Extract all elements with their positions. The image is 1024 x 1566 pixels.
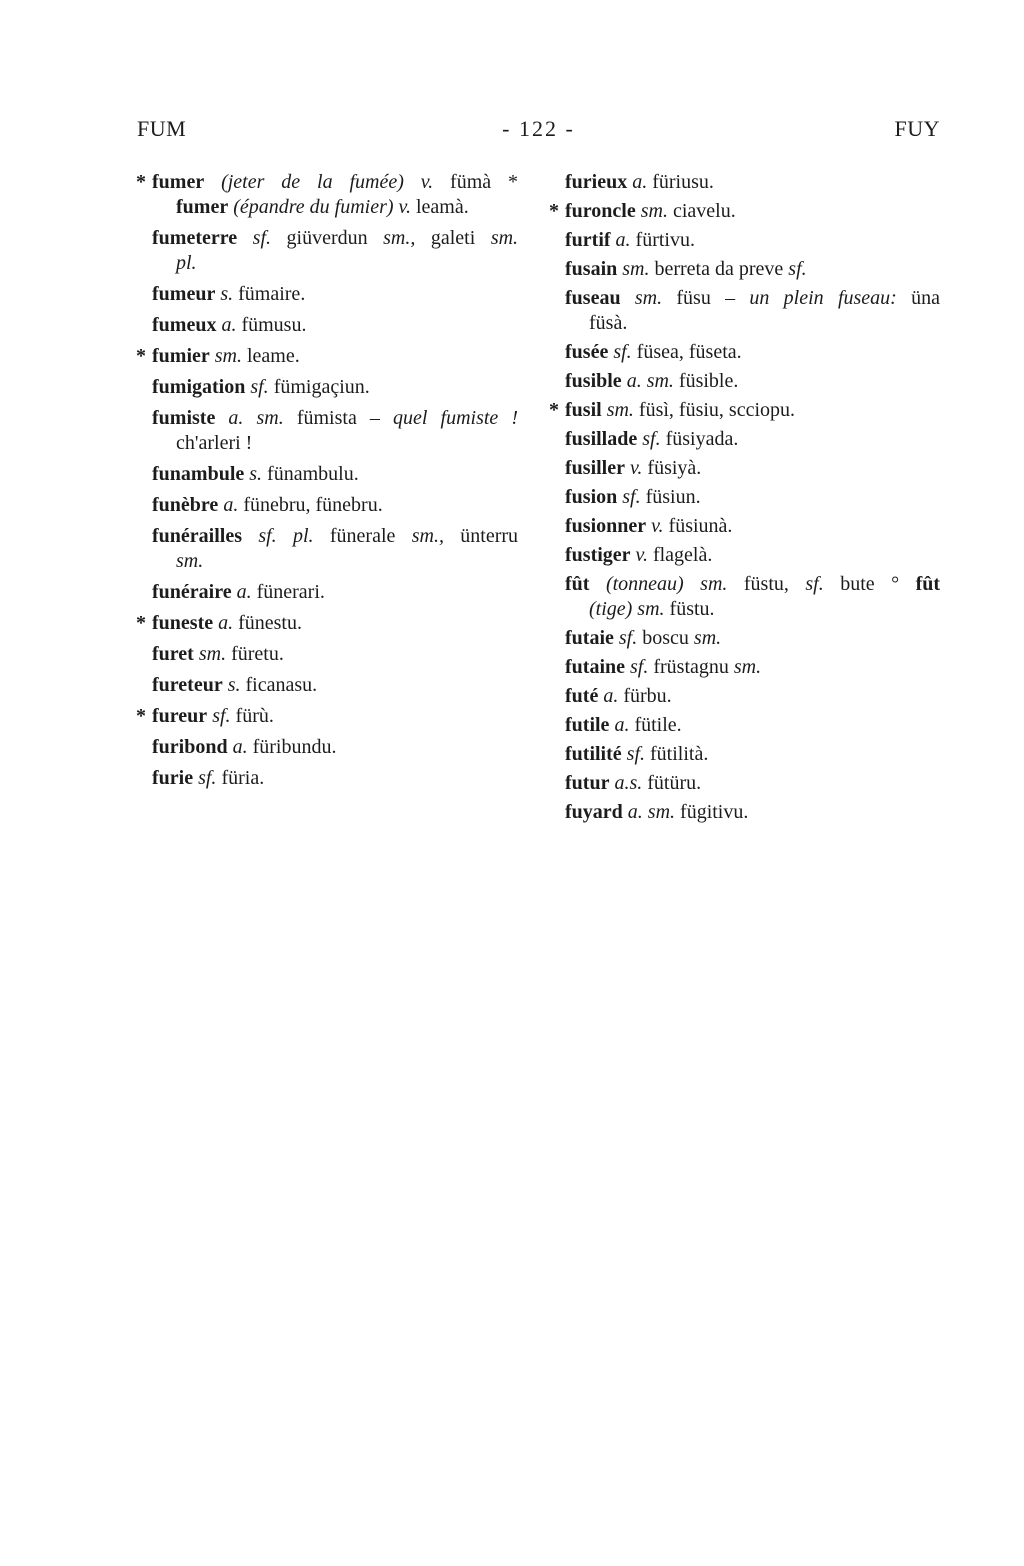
headword: fusionner — [565, 515, 647, 537]
dictionary-entry — [565, 485, 940, 510]
dictionary-entry — [565, 543, 940, 568]
grammar-label: sf. — [618, 627, 638, 649]
dictionary-column-right — [550, 170, 940, 829]
entry-line — [152, 406, 518, 431]
headword: furieux — [565, 171, 628, 193]
translation-text: früstagnu — [653, 656, 729, 678]
entry-line — [152, 431, 518, 456]
entry-line — [152, 735, 518, 760]
dictionary-entry — [152, 406, 518, 456]
dictionary-entry — [152, 524, 518, 574]
asterisk-marker: * — [549, 399, 559, 421]
grammar-label: pl. — [176, 252, 197, 274]
headword: fustiger — [565, 544, 631, 566]
grammar-label: a. — [223, 494, 239, 516]
grammar-label: a. — [221, 314, 237, 336]
page-header — [137, 116, 940, 142]
grammar-label: a. — [632, 171, 648, 193]
header-keyword-right: FUY — [894, 116, 941, 141]
dictionary-entry — [152, 282, 518, 307]
entry-line — [565, 398, 940, 423]
translation-text: fünestu. — [238, 612, 302, 634]
asterisk-marker: * — [136, 705, 146, 727]
headword: fumiste — [152, 407, 216, 429]
translation-text: leame. — [247, 345, 300, 367]
grammar-label: sf. — [198, 767, 217, 789]
grammar-label: a. sm. — [228, 407, 284, 429]
entry-line — [152, 375, 518, 400]
headword: fût — [565, 573, 590, 595]
translation-text: ficanasu. — [245, 674, 318, 696]
dictionary-entry — [152, 226, 518, 276]
grammar-label: (épandre du fumier) — [233, 196, 394, 218]
entry-line — [565, 485, 940, 510]
grammar-label: sf. — [630, 656, 649, 678]
translation-text: leamà. — [415, 196, 469, 218]
dictionary-entry — [565, 228, 940, 253]
grammar-label: sm. — [214, 345, 242, 367]
grammar-label: (jeter de la fumée) — [221, 171, 404, 193]
entry-line — [152, 673, 518, 698]
grammar-label: un plein fuseau: — [749, 287, 897, 309]
headword: fusillade — [565, 428, 638, 450]
headword: fusiller — [565, 457, 625, 479]
translation-text: fütilità. — [650, 743, 709, 765]
headword: fumier — [152, 345, 210, 367]
translation-text: fürù. — [235, 705, 274, 727]
translation-text: füsà. — [589, 312, 628, 334]
grammar-label: s. — [227, 674, 241, 696]
dictionary-entry — [565, 626, 940, 651]
dictionary-entry — [136, 704, 518, 729]
entry-line — [565, 199, 940, 224]
grammar-label: sm. — [490, 227, 519, 249]
translation-text: fümusu. — [241, 314, 307, 336]
headword: fusain — [565, 258, 618, 280]
grammar-label: sm. — [622, 258, 650, 280]
entry-line — [565, 514, 940, 539]
grammar-label: sm., — [383, 227, 416, 249]
translation-text: ciavelu. — [672, 200, 736, 222]
dictionary-entry — [136, 611, 518, 636]
entry-line — [565, 228, 940, 253]
translation-text: füribundu. — [252, 736, 337, 758]
translation-text: fünerari. — [256, 581, 325, 603]
entry-line — [565, 427, 940, 452]
dictionary-entry — [565, 684, 940, 709]
entry-line — [152, 549, 518, 574]
header-keyword-left: FUM — [137, 116, 187, 141]
dictionary-entry — [152, 642, 518, 667]
grammar-label: v. — [651, 515, 664, 537]
headword: fusée — [565, 341, 609, 363]
dictionary-entry — [136, 344, 518, 369]
dictionary-entry — [565, 369, 940, 394]
grammar-label: sf. — [212, 705, 231, 727]
entry-line — [152, 493, 518, 518]
dictionary-entry — [152, 493, 518, 518]
entry-line — [565, 369, 940, 394]
translation-text: ch'arleri ! — [176, 432, 253, 454]
grammar-label: v. — [398, 196, 411, 218]
translation-text: üna — [911, 287, 940, 309]
headword: fusil — [565, 399, 602, 421]
dictionary-entry — [565, 514, 940, 539]
dictionary-entry — [152, 313, 518, 338]
translation-text: bute ° — [840, 573, 900, 595]
translation-text: füsiun. — [645, 486, 701, 508]
translation-text: füsu – — [676, 287, 736, 309]
translation-text: füsea, füseta. — [636, 341, 742, 363]
entry-line — [152, 766, 518, 791]
grammar-label: s. — [249, 463, 263, 485]
grammar-label: sm. — [198, 643, 227, 665]
entry-line — [152, 642, 518, 667]
entry-line — [152, 226, 518, 251]
headword: futaine — [565, 656, 625, 678]
headword: fumeterre — [152, 227, 238, 249]
grammar-label: a. — [236, 581, 252, 603]
grammar-label: sm. — [634, 287, 663, 309]
translation-text: füriusu. — [652, 171, 714, 193]
translation-text: galeti — [430, 227, 476, 249]
dictionary-entry — [565, 713, 940, 738]
dictionary-columns — [137, 170, 940, 829]
grammar-label: sf. — [642, 428, 661, 450]
dictionary-entry — [549, 199, 940, 224]
grammar-label: sm. — [733, 656, 762, 678]
entry-line — [565, 655, 940, 680]
grammar-label: sm., — [411, 525, 444, 547]
grammar-label: sm. — [176, 550, 204, 572]
entry-line — [565, 597, 940, 622]
grammar-label: a. — [614, 714, 630, 736]
entry-line — [152, 580, 518, 605]
grammar-label: a. — [615, 229, 631, 251]
dictionary-entry — [565, 170, 940, 195]
dictionary-entry — [565, 572, 940, 622]
grammar-label: sf. — [252, 227, 271, 249]
grammar-label: s. — [220, 283, 234, 305]
entry-line — [152, 313, 518, 338]
translation-text: fümaire. — [238, 283, 306, 305]
dictionary-entry — [565, 257, 940, 282]
grammar-label: (tonneau) sm. — [605, 573, 728, 595]
entry-line — [565, 684, 940, 709]
dictionary-entry — [136, 170, 518, 220]
page-content — [137, 116, 940, 829]
headword: fureur — [152, 705, 208, 727]
headword: fumigation — [152, 376, 246, 398]
headword: fuyard — [565, 801, 623, 823]
entry-line — [152, 344, 518, 369]
headword: furtif — [565, 229, 611, 251]
headword: furibond — [152, 736, 228, 758]
grammar-label: sf. — [626, 743, 645, 765]
translation-text: fütüru. — [647, 772, 702, 794]
translation-text: fünebru, fünebru. — [243, 494, 383, 516]
grammar-label: sf. — [805, 573, 824, 595]
grammar-label: a.s. — [614, 772, 643, 794]
headword: fumeux — [152, 314, 217, 336]
asterisk-marker: * — [136, 171, 146, 193]
dictionary-entry — [152, 766, 518, 791]
grammar-label: sf. pl. — [258, 525, 314, 547]
dictionary-entry — [565, 427, 940, 452]
grammar-label: v. — [630, 457, 643, 479]
translation-text: fünerale — [329, 525, 396, 547]
entry-line — [565, 311, 940, 336]
translation-text: fürtivu. — [635, 229, 695, 251]
grammar-label: a. sm. — [626, 370, 674, 392]
translation-text: füria. — [221, 767, 265, 789]
grammar-label: v. — [635, 544, 648, 566]
translation-text: flagelà. — [652, 544, 713, 566]
dictionary-entry — [152, 375, 518, 400]
translation-text: füsiyada. — [665, 428, 739, 450]
translation-text: ünterru — [460, 525, 519, 547]
grammar-label: sf. — [622, 486, 641, 508]
entry-line — [565, 626, 940, 651]
asterisk-marker: * — [136, 345, 146, 367]
translation-text: fümà * — [450, 171, 518, 193]
translation-text: füsiunà. — [668, 515, 733, 537]
page-number: - 122 - — [502, 116, 575, 141]
dictionary-entry — [565, 340, 940, 365]
headword: fût — [915, 573, 941, 595]
dictionary-column-left — [137, 170, 518, 829]
entry-line — [565, 771, 940, 796]
headword: furie — [152, 767, 194, 789]
entry-line — [565, 340, 940, 365]
translation-text: giüverdun — [286, 227, 368, 249]
translation-text: fütile. — [634, 714, 682, 736]
entry-line — [565, 742, 940, 767]
grammar-label: quel fumiste ! — [393, 407, 519, 429]
dictionary-entry — [152, 462, 518, 487]
entry-line — [565, 257, 940, 282]
headword: fuseau — [565, 287, 621, 309]
grammar-label: sm. — [640, 200, 668, 222]
dictionary-entry — [152, 580, 518, 605]
translation-text: füsì, füsiu, scciopu. — [638, 399, 796, 421]
dictionary-entry — [565, 800, 940, 825]
entry-line — [565, 170, 940, 195]
headword: fusible — [565, 370, 622, 392]
headword: futaie — [565, 627, 614, 649]
entry-line — [565, 286, 940, 311]
grammar-label: a. sm. — [627, 801, 676, 823]
translation-text: fürbu. — [623, 685, 672, 707]
dictionary-entry — [152, 735, 518, 760]
headword: futile — [565, 714, 610, 736]
headword: futilité — [565, 743, 622, 765]
entry-line — [152, 170, 518, 195]
translation-text: füstu, — [743, 573, 789, 595]
headword: fusion — [565, 486, 618, 508]
dictionary-entry — [565, 771, 940, 796]
grammar-label: sf. — [788, 258, 807, 280]
entry-line — [565, 713, 940, 738]
translation-text: fümista – — [296, 407, 380, 429]
headword: futur — [565, 772, 610, 794]
grammar-label: sf. — [613, 341, 632, 363]
grammar-label: a. — [218, 612, 234, 634]
entry-line — [565, 800, 940, 825]
grammar-label: a. — [603, 685, 619, 707]
headword: funeste — [152, 612, 214, 634]
entry-line — [565, 456, 940, 481]
headword: futé — [565, 685, 599, 707]
entry-line — [152, 524, 518, 549]
translation-text: berreta da preve — [654, 258, 784, 280]
headword: funèbre — [152, 494, 219, 516]
translation-text: fünambulu. — [267, 463, 359, 485]
translation-text: füretu. — [231, 643, 284, 665]
entry-line — [565, 543, 940, 568]
dictionary-entry — [549, 398, 940, 423]
dictionary-entry — [565, 456, 940, 481]
translation-text: fügitivu. — [680, 801, 749, 823]
dictionary-entry — [152, 673, 518, 698]
grammar-label: sf. — [250, 376, 269, 398]
grammar-label: sm. — [606, 399, 634, 421]
headword: fumer — [152, 171, 205, 193]
headword: funéraire — [152, 581, 232, 603]
entry-line — [152, 462, 518, 487]
entry-line — [152, 195, 518, 220]
dictionary-entry — [565, 286, 940, 336]
translation-text: fümigaçiun. — [273, 376, 370, 398]
headword: funérailles — [152, 525, 242, 547]
dictionary-entry — [565, 742, 940, 767]
entry-line — [152, 251, 518, 276]
translation-text: füsible. — [678, 370, 739, 392]
headword: fureteur — [152, 674, 223, 696]
grammar-label: sm. — [693, 627, 722, 649]
headword: furoncle — [565, 200, 636, 222]
entry-line — [565, 572, 940, 597]
translation-text: füstu. — [669, 598, 715, 620]
asterisk-marker: * — [549, 200, 559, 222]
translation-text: boscu — [642, 627, 689, 649]
grammar-label: a. — [232, 736, 248, 758]
dictionary-entry — [565, 655, 940, 680]
entry-line — [152, 611, 518, 636]
translation-text: füsiyà. — [647, 457, 702, 479]
grammar-label: v. — [420, 171, 434, 193]
grammar-label: (tige) sm. — [589, 598, 665, 620]
headword: funambule — [152, 463, 245, 485]
headword: furet — [152, 643, 194, 665]
headword: fumeur — [152, 283, 216, 305]
asterisk-marker: * — [136, 612, 146, 634]
headword: fumer — [176, 196, 229, 218]
entry-line — [152, 704, 518, 729]
entry-line — [152, 282, 518, 307]
